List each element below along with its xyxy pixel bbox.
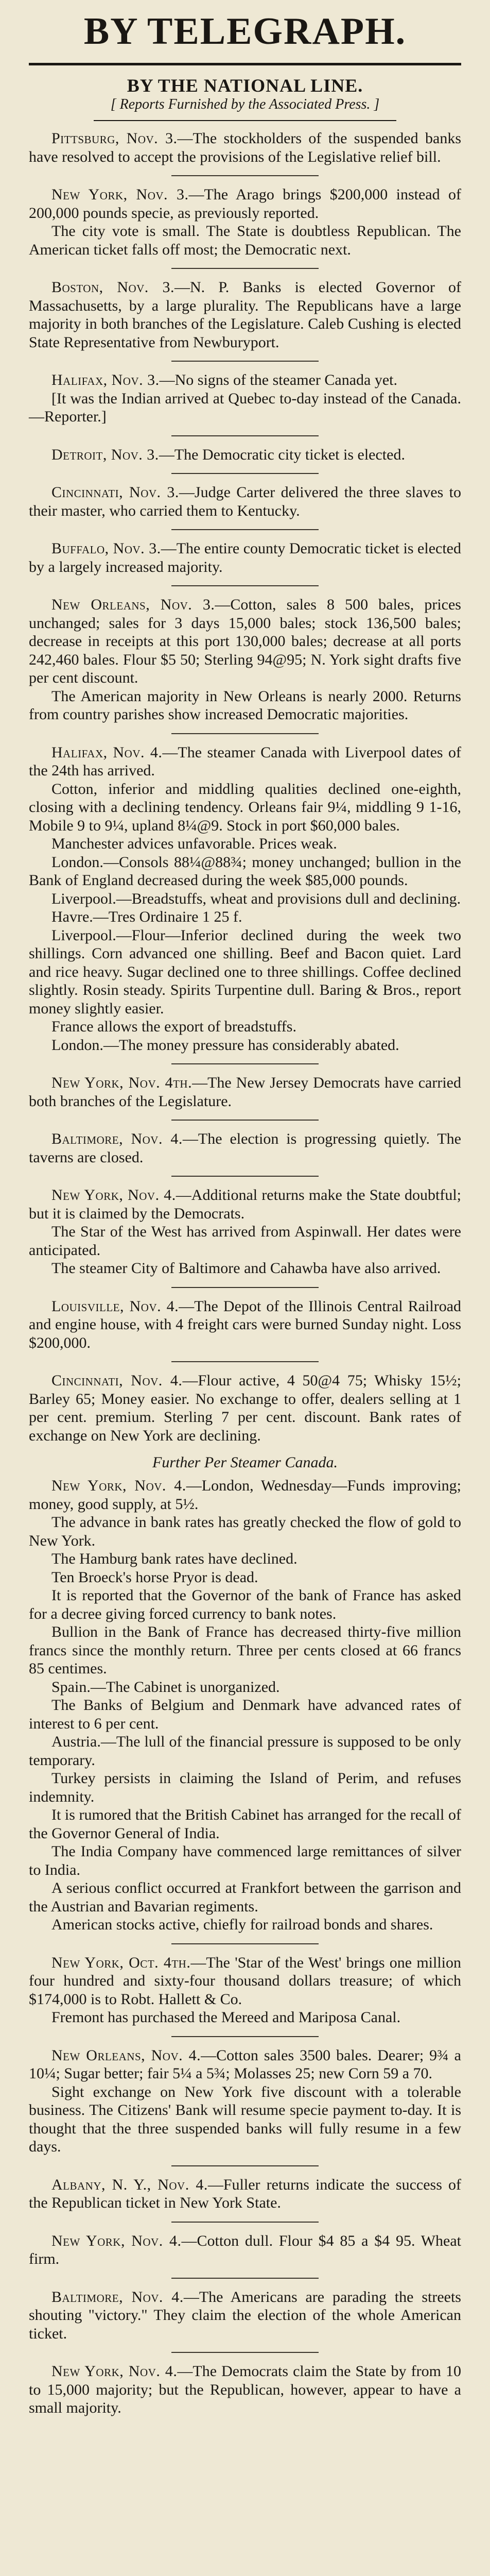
dispatch [29,1371,461,1445]
dispatch-separator [171,1361,319,1362]
dispatch-text: The city vote is small. The State is doubtless Republican. The American ticket falls off most; the Democratic next. [29,223,461,258]
dispatch-separator [171,1063,319,1064]
dateline: Albany, N. Y., Nov. 4. [51,2176,208,2193]
dispatch-paragraph [29,908,461,926]
dispatch-paragraph [29,389,461,426]
dispatch-text: —The Arago brings $200,000 instead of 200,000 pounds specie, as previously reported. [29,186,461,222]
dispatch-separator [171,1287,319,1288]
dispatch-text: The Star of the West has arrived from Aspinwall. Her dates were anticipated. [29,1223,461,1259]
dispatch-list [29,129,461,2417]
dispatch-separator [171,2222,319,2223]
dispatch [29,2232,461,2268]
dispatch-paragraph [29,1623,461,1678]
dispatch-separator [171,361,319,362]
dispatch-separator [171,1176,319,1177]
dispatch-paragraph [29,222,461,259]
dispatch-text: The Hamburg bank rates have declined. [51,1550,297,1567]
dispatch-separator [171,473,319,474]
dateline: New Orleans, Nov. 4. [51,2046,201,2064]
dateline: New York, Nov. 4. [51,2363,178,2380]
dispatch [29,1074,461,1110]
dispatch-text: —London, Wednesday—Funds improving; money, good supply, at 5½. [29,1477,462,1513]
dispatch-text: —Judge Carter delivered the three slaves to their master, who carried them to Kentucky. [29,484,462,519]
dispatch-text: Liverpool.—Flour—Inferior declined during the week two shillings. Corn advanced one shilling. Beef and Bacon quiet. Lard and rice heavy. Sugar declined one to three shillings. Coffee declined slightly. Rosin steady. Spirits Turpentine dull. Baring & Bros., report money slightly easier. [29,926,461,1017]
dispatch-separator [171,268,319,269]
dispatch-text: —No signs of the steamer Canada yet. [159,371,397,388]
dispatch-text: Liverpool.—Breadstuffs, wheat and provisions dull and declining. [51,890,461,907]
dispatch [29,2362,461,2417]
dispatch-text: —The New Jersey Democrats have carried both branches of the Legislature. [29,1074,461,1110]
dispatch-paragraph [29,2008,461,2027]
dispatch-separator [171,1943,319,1944]
dispatch-text: [It was the Indian arrived at Quebec to-day instead of the Canada.—Reporter.] [29,389,461,425]
dispatch-paragraph [29,1769,461,1806]
dispatch [29,129,461,166]
dispatch-paragraph [29,1586,461,1623]
dispatch-paragraph [29,1842,461,1879]
dispatch [29,2176,461,2212]
dateline: Halifax, Nov. 3. [51,371,160,388]
dispatch [29,1297,461,1352]
dispatch-separator [171,2165,319,2166]
dispatch-text: —Fuller returns indicate the success of the Republican ticket in New York State. [29,2176,461,2211]
dispatch-paragraph [29,1513,461,1550]
dispatch [29,1954,461,2027]
dispatch-paragraph [29,1550,461,1568]
dispatch-paragraph [29,1678,461,1697]
dateline: New York, Nov. 3. [51,186,189,203]
dispatch-paragraph [29,2176,461,2212]
dispatch-separator [171,2352,319,2353]
dateline: New York, Nov. 4. [51,2232,182,2249]
source-note: [ Reports Furnished by the Associated Press. ] [110,96,380,112]
dispatch [29,185,461,259]
dispatch [29,371,461,426]
dispatch-paragraph [29,1733,461,1769]
dispatch-text: Turkey persists in claiming the Island of Perim, and refuses indemnity. [29,1770,461,1805]
dispatch-text: Fremont has purchased the Mereed and Mariposa Canal. [51,2009,401,2026]
dispatch-separator [171,529,319,530]
dispatch-text: The Banks of Belgium and Denmark have advanced rates of interest to 6 per cent. [29,1697,461,1732]
dateline: New York, Nov. 4. [51,1187,176,1204]
dispatch-text: Sight exchange on New York five discount with a tolerable business. The Citizens' Bank will resume specie payment to-day. It is thought that the three suspended banks will fully resume in a few days. [29,2083,461,2155]
dispatch-text: —The entire county Democratic ticket is elected by a largely increased majority. [29,540,461,575]
dateline: Halifax, Nov. 4. [51,743,163,761]
dispatch-text: —The stockholders of the suspended banks have resolved to accept the provisions of the Legislative relief bill. [29,130,461,165]
dispatch-text: A serious conflict occurred at Frankfort between the garrison and the Austrian and Bavarian regiments. [29,1879,461,1915]
dispatch-paragraph [29,539,461,576]
dispatch-text: —Cotton dull. Flour $4 85 a $4 95. Wheat firm. [29,2232,461,2267]
dispatch-text: —Cotton, sales 8 500 bales, prices unchanged; sales for 3 days 15,000 bales; stock 136,500 bales; decrease in receipts at this port 130,000 bales; decrease at all ports 242,460 bales. Flour $5 50; Sterling 94@95; N. York sight drafts five per cent discount. [29,596,461,686]
dateline: Baltimore, Nov. 4. [51,2288,184,2306]
dispatch-paragraph [29,835,461,853]
dispatch [29,743,461,1055]
dispatch-paragraph [29,1223,461,1259]
dispatch-separator [171,2036,319,2037]
dispatch-text: —The steamer Canada with Liverpool dates of the 24th has arrived. [29,743,461,779]
dispatch-text: —Cotton sales 3500 bales. Dearer; 9¾ a 10¼; Sugar better; fair 5¼ a 5¾; Molasses 25; new Corn 59 a 70. [29,2046,461,2082]
dispatch-paragraph [29,743,461,780]
dispatch-text: —The Americans are parading the streets shouting "victory." They claim the election of the whole American ticket. [29,2288,461,2342]
dispatch-text: The India Company have commenced large remittances of silver to India. [29,1843,461,1878]
dispatch [29,2288,461,2343]
dispatch [29,446,461,464]
dispatch-paragraph [29,1806,461,1842]
dispatch-paragraph [29,371,461,389]
dispatch-paragraph [29,926,461,1018]
dispatch-text: Spain.—The Cabinet is unorganized. [51,1678,280,1696]
dispatch-paragraph [29,278,461,351]
dispatch-separator [171,1120,319,1121]
dispatch-paragraph [29,1186,461,1223]
header-rule [94,120,396,121]
dispatch-text: —Additional returns make the State doubtful; but it is claimed by the Democrats. [29,1187,461,1222]
dispatch-paragraph [29,1018,461,1036]
dateline: New York, Oct. 4th. [51,1954,191,1971]
dispatch-paragraph [29,2083,461,2156]
dateline: Louisville, Nov. 4. [51,1297,179,1315]
dispatch [29,278,461,351]
dispatch-paragraph [29,1696,461,1733]
dispatch-paragraph [29,1568,461,1587]
dispatch-paragraph [29,890,461,908]
dateline: New York, Nov. 4th. [51,1074,192,1091]
dispatch-paragraph [29,1130,461,1166]
dispatch [29,483,461,520]
dispatch-separator [171,175,319,176]
dateline: Boston, Nov. 3. [51,279,174,296]
dispatch-text: —The 'Star of the West' brings one million four hundred and sixty-four thousand dollars treasure; of which $174,000 is to Robt. Hallett & Co. [29,1954,461,2008]
dispatch-paragraph [29,853,461,890]
dateline: New York, Nov. 4. [51,1477,186,1494]
dispatch-text: London.—The money pressure has considerably abated. [51,1036,399,1054]
dispatch-paragraph [29,1036,461,1055]
dispatch-paragraph [29,780,461,835]
dispatch [29,596,461,724]
dispatch-text: Ten Broeck's horse Pryor is dead. [51,1568,258,1586]
subheadline: BY THE NATIONAL LINE. [127,75,363,96]
dispatch-text: —N. P. Banks is elected Governor of Massachusetts, by a large plurality. The Republicans have a large majority in both branches of the Legislature. Caleb Cushing is elected State Representative from Newburyport. [29,279,461,351]
dispatch-separator [171,2278,319,2279]
dispatch-text: —The election is progressing quietly. The taverns are closed. [29,1130,461,1166]
dispatch-text: —The Depot of the Illinois Central Railroad and engine house, with 4 freight cars were burned Sunday night. Loss $200,000. [29,1297,462,1351]
dispatch-text: Cotton, inferior and middling qualities declined one-eighth, closing with a declining tendency. Orleans fair 9¼, middling 9 1-16, Mobile 9 to 9¼, upland 8¼@9. Stock in port $60,000 bales. [29,780,461,834]
dateline: Pittsburg, Nov. 3. [51,130,178,147]
dispatch-text: The advance in bank rates has greatly checked the flow of gold to New York. [29,1514,461,1549]
dispatch-paragraph [29,596,461,687]
dispatch-paragraph [29,1477,461,1513]
dispatch-text: —The Democratic city ticket is elected. [159,446,405,463]
dispatch [29,1477,461,1934]
dispatch-paragraph [29,129,461,166]
dispatch-paragraph [29,483,461,520]
dispatch-paragraph [29,1259,461,1278]
dispatch-text: —Flour active, 4 50@4 75; Whisky 15½; Barley 65; Money easier. No exchange to offer, dealers selling at 1 per cent. premium. Sterling 7 per cent. discount. Bank rates of exchange on New York are declining. [29,1372,461,1444]
dispatch-text: The steamer City of Baltimore and Cahawba have also arrived. [51,1260,441,1277]
dateline: New Orleans, Nov. 3. [51,596,215,613]
dispatch-paragraph [29,1916,461,1934]
dispatch-separator [171,585,319,586]
dispatch-text: Manchester advices unfavorable. Prices weak. [51,835,337,852]
headline-rule [29,63,461,65]
dispatch-paragraph [29,1297,461,1352]
dispatch-text: It is rumored that the British Cabinet has arranged for the recall of the Governor General of India. [29,1806,461,1842]
dispatch [29,2046,461,2156]
dispatch-paragraph [29,185,461,222]
dispatch-paragraph [29,1879,461,1916]
dateline: Baltimore, Nov. 4. [51,1130,183,1147]
dispatch-separator [171,733,319,734]
dispatch-text: France allows the export of breadstuffs. [51,1018,296,1035]
dispatch-text: The American majority in New Orleans is nearly 2000. Returns from country parishes show increased Democratic majorities. [29,687,461,723]
dispatch-paragraph [29,2046,461,2083]
dispatch-text: Bullion in the Bank of France has decreased thirty-five million francs since the monthly return. Three per cents closed at 66 francs 85 centimes. [29,1623,461,1677]
dispatch [29,539,461,576]
dispatch-text: American stocks active, chiefly for railroad bonds and shares. [51,1916,433,1933]
headline: BY TELEGRAPH. [83,10,407,53]
dispatch-text: Havre.—Tres Ordinaire 1 25 f. [51,908,242,925]
dispatch-separator [171,435,319,436]
dateline: Detroit, Nov. 3. [51,446,159,463]
dispatch-paragraph [29,1954,461,2009]
dispatch-paragraph [29,446,461,464]
dispatch-paragraph [29,1074,461,1110]
dispatch-text: —The Democrats claim the State by from 10 to 15,000 majority; but the Republican, however, appear to have a small majority. [29,2363,461,2416]
dispatch [29,1130,461,1166]
dispatch-paragraph [29,2232,461,2268]
dateline: Cincinnati, Nov. 4. [51,1372,183,1389]
dispatch-paragraph [29,2362,461,2417]
dispatch [29,1186,461,1278]
dateline: Cincinnati, Nov. 3. [51,484,179,501]
dateline: Buffalo, Nov. 3. [51,540,161,557]
dispatch-text: It is reported that the Governor of the bank of France has asked for a decree giving forced currency to bank notes. [29,1587,461,1622]
dispatch-paragraph [29,2288,461,2343]
section-title: Further Per Steamer Canada. [152,1454,338,1471]
dispatch-text: Austria.—The lull of the financial pressure is supposed to be only temporary. [29,1733,461,1769]
dispatch-paragraph [29,687,461,724]
dispatch-text: London.—Consols 88¼@88¾; money unchanged; bullion in the Bank of England decreased during the week $85,000 pounds. [29,853,461,889]
dispatch-paragraph [29,1371,461,1445]
